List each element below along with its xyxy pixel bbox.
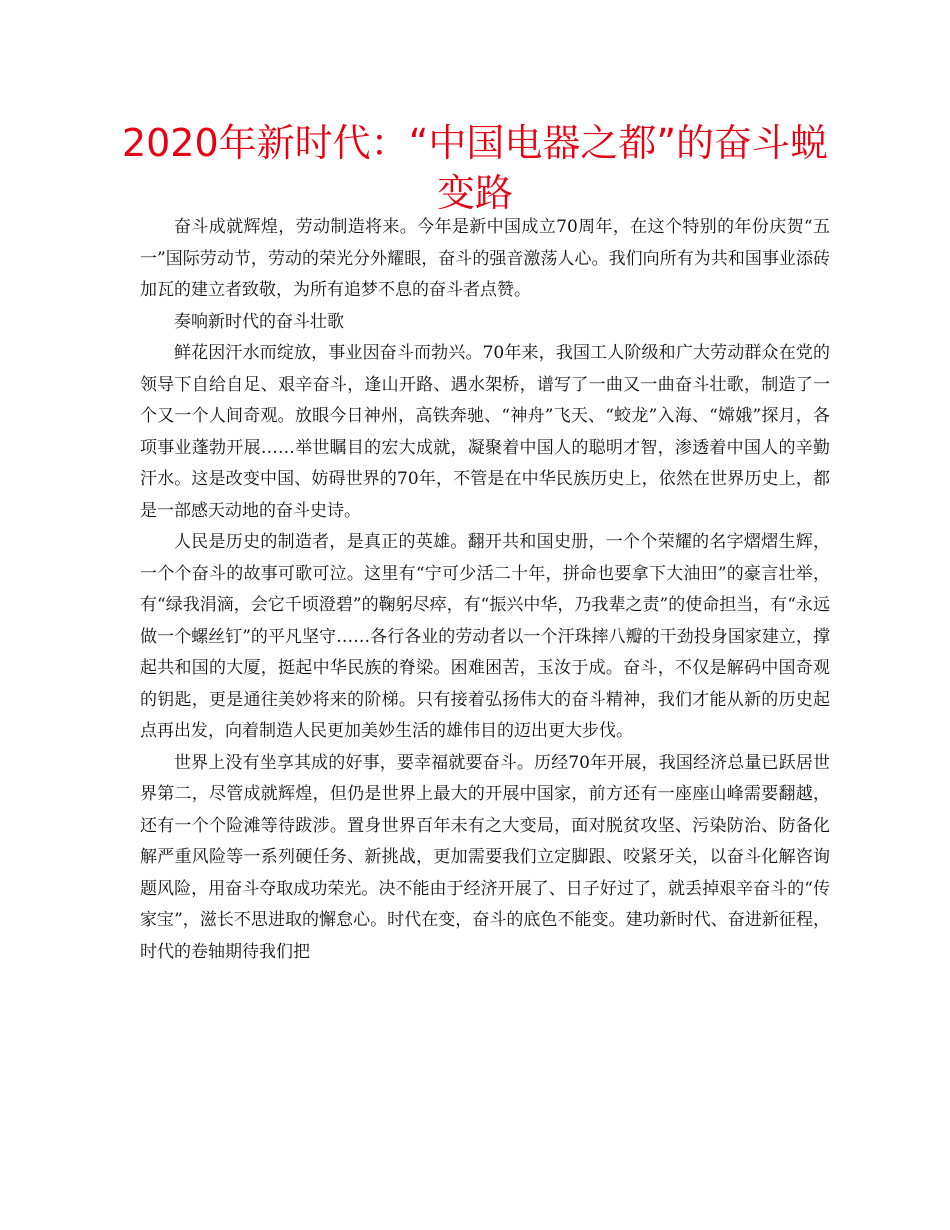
paragraph-achievements: 鲜花因汗水而绽放，事业因奋斗而勃兴。70年来，我国工人阶级和广大劳动群众在党的领导下自给自足、艰辛奋斗，逢山开路、遇水架桥，谱写了一曲又一曲奋斗壮歌，制造了一个又一个人间奇观。放眼今日神州，高铁奔驰、“神舟”飞天、“蛟龙”入海、“嫦娥”探月，各项事业蓬勃开展……举世瞩目的宏大成就，凝聚着中国人的聪明才智，渗透着中国人的辛勤汗水。这是改变中国、妨碍世界的70年，不管是在中华民族历史上，依然在世界历史上，都是一部感天动地的奋斗史诗。 (140, 343, 830, 521)
paragraph-heroes: 人民是历史的制造者，是真正的英雄。翻开共和国史册，一个个荣耀的名字熠熠生辉，一个个奋斗的故事可歌可泣。这里有“宁可少活二十年，拼命也要拿下大油田”的豪言壮举，有“绿我涓滴，会它千顷澄碧”的鞠躬尽瘁，有“振兴中华，乃我辈之责”的使命担当，有“永远做一个螺丝钉”的平凡坚守……各行各业的劳动者以一个汗珠摔八瓣的干劲投身国家建立，撑起共和国的大厦，挺起中华民族的脊梁。困难困苦，玉汝于成。奋斗，不仅是解码中国奇观的钥匙，更是通往美妙将来的阶梯。只有接着弘扬伟大的奋斗精神，我们才能从新的历史起点再出发，向着制造人民更加美妙生活的雄伟目的迈出更大步伐。 (140, 532, 830, 741)
paragraph-intro: 奋斗成就辉煌，劳动制造将来。今年是新中国成立70周年，在这个特别的年份庆贺“五一”国际劳动节，劳动的荣光分外耀眼，奋斗的强音激荡人心。我们向所有为共和国事业添砖加瓦的建立者致敬，为所有追梦不息的奋斗者点赞。 (140, 217, 830, 300)
section-heading: 奏响新时代的奋斗壮歌 (174, 311, 344, 332)
document-title: 2020年新时代：“中国电器之都”的奋斗蜕变路 (121, 121, 829, 215)
paragraph-future: 世界上没有坐享其成的好事，要幸福就要奋斗。历经70年开展，我国经济总量已跃居世界第二，尽管成就辉煌，但仍是世界上最大的开展中国家，前方还有一座座山峰需要翻越，还有一个个险滩等待跋涉。置身世界百年未有之大变局，面对脱贫攻坚、污染防治、防备化解严重风险等一系列硬任务、新挑战，更加需要我们立定脚跟、咬紧牙关，以奋斗化解咨询题风险，用奋斗夺取成功荣光。决不能由于经济开展了、日子好过了，就丢掉艰辛奋斗的“传家宝”，滋长不思进取的懈怠心。时代在变，奋斗的底色不能变。建功新时代、奋进新征程，时代的卷轴期待我们把 (140, 752, 830, 962)
document-body (140, 212, 830, 968)
